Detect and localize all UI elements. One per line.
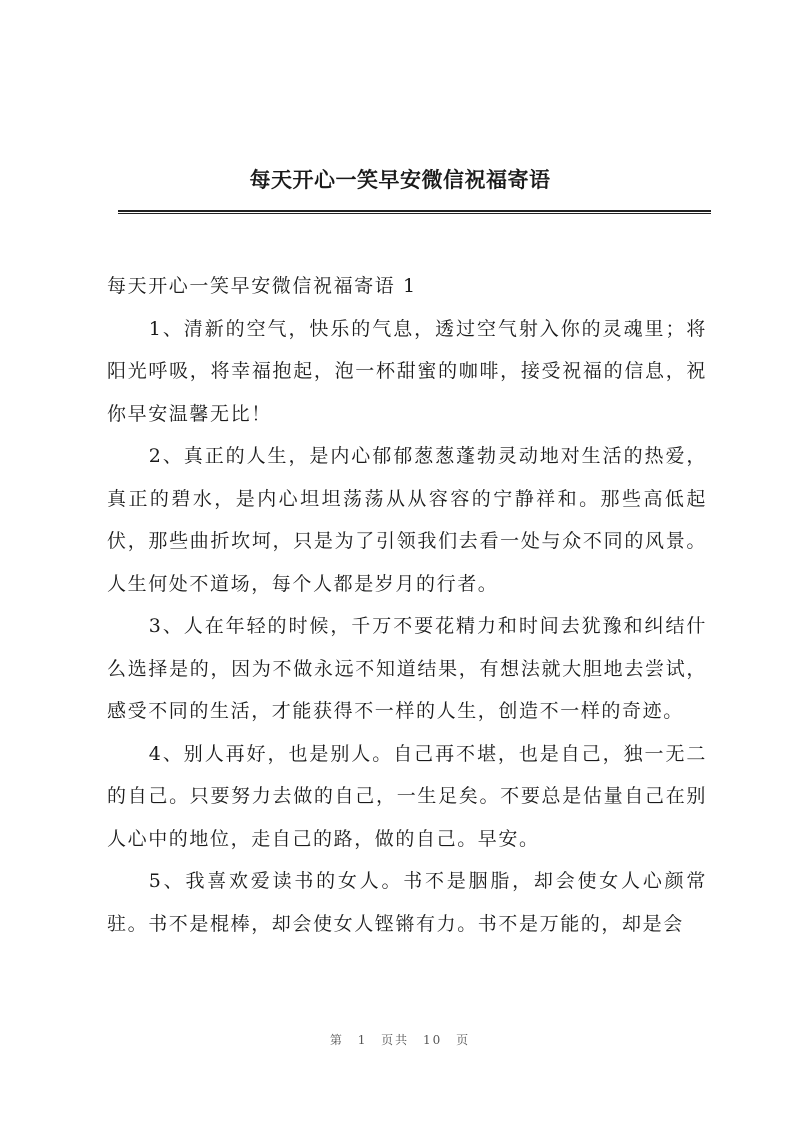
footer-middle: 页共	[381, 1033, 410, 1047]
section-heading: 每天开心一笑早安微信祝福寄语 1	[107, 275, 417, 297]
document-body	[107, 265, 707, 945]
title-divider	[118, 210, 711, 214]
paragraph-1: 1、清新的空气，快乐的气息，透过空气射入你的灵魂里；将阳光呼吸，将幸福抱起，泡一杯甜蜜的咖啡，接受祝福的信息，祝你早安温馨无比！	[107, 317, 707, 425]
page-footer	[0, 1031, 800, 1048]
current-page-number: 1	[357, 1033, 368, 1047]
page-title: 每天开心一笑早安微信祝福寄语	[249, 167, 551, 192]
paragraph-4: 4、别人再好，也是别人。自己再不堪，也是自己，独一无二的自己。只要努力去做的自己，一生足矣。不要总是估量自己在别人心中的地位，走自己的路，做的自己。早安。	[107, 742, 707, 850]
footer-suffix: 页	[456, 1033, 471, 1047]
paragraph-5: 5、我喜欢爱读书的女人。书不是胭脂，却会使女人心颜常驻。书不是棍棒，却会使女人铿锵有力。书不是万能的，却是会	[107, 870, 707, 935]
paragraph-2: 2、真正的人生，是内心郁郁葱葱蓬勃灵动地对生活的热爱，真正的碧水，是内心坦坦荡荡从从容容的宁静祥和。那些高低起伏，那些曲折坎坷，只是为了引领我们去看一处与众不同的风景。人生何处不道场，每个人都是岁月的行者。	[107, 445, 707, 595]
footer-prefix: 第	[329, 1033, 344, 1047]
total-pages-number: 10	[423, 1033, 443, 1047]
paragraph-3: 3、人在年轻的时候，千万不要花精力和时间去犹豫和纠结什么选择是的，因为不做永远不知道结果，有想法就大胆地去尝试，感受不同的生活，才能获得不一样的人生，创造不一样的奇迹。	[107, 615, 707, 722]
